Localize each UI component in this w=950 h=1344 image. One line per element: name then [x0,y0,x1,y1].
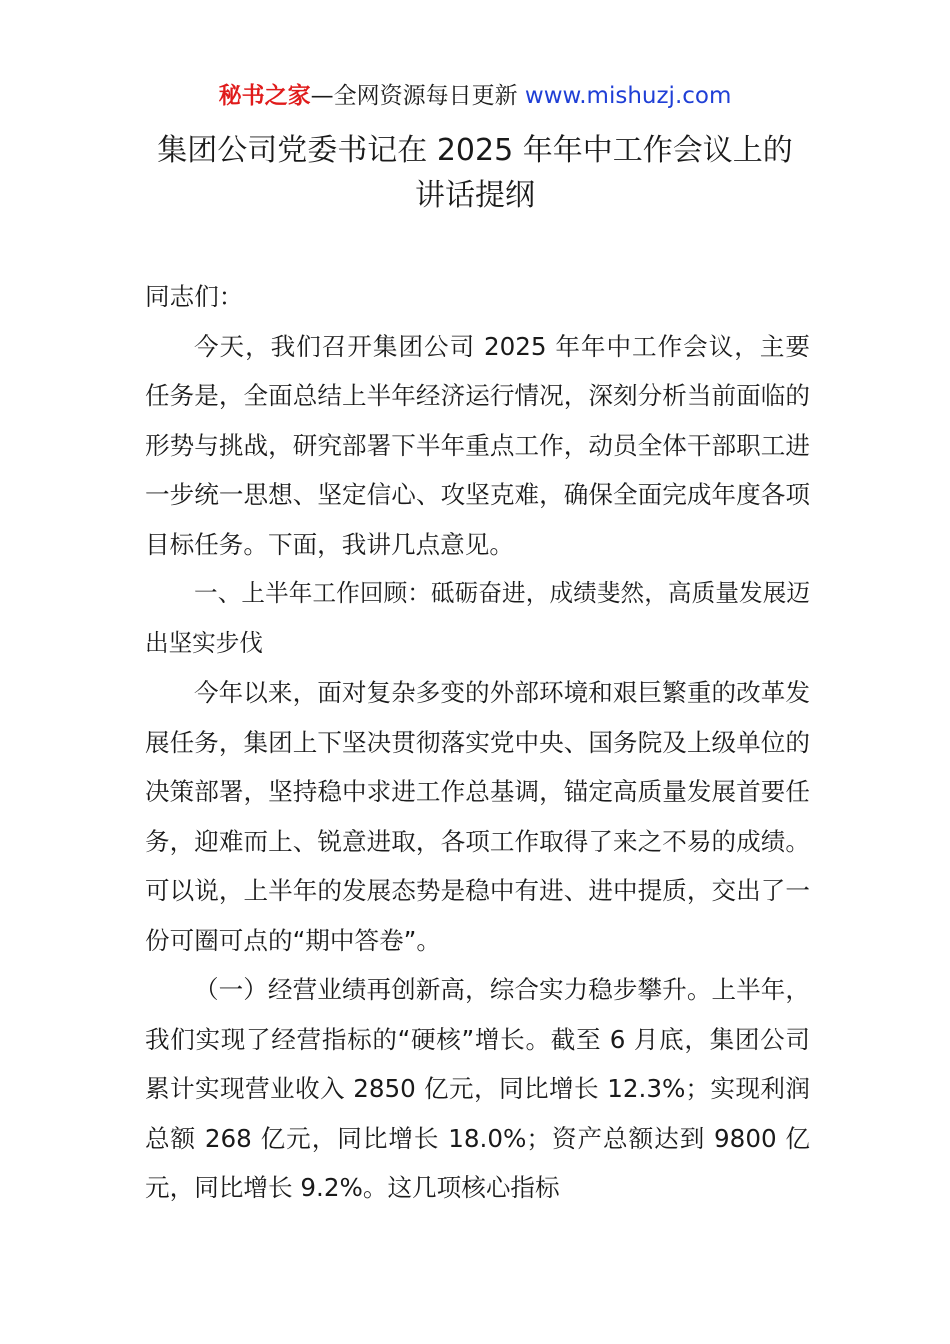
site-link[interactable]: www.mishuzj.com [524,83,732,109]
paragraph-performance: （一）经营业绩再创新高，综合实力稳步攀升。上半年，我们实现了经营指标的“硬核”增长。截至 6 月底，集团公司累计实现营业收入 2850 亿元，同比增长 12.3%；实现利润总额 268 亿元，同比增长 18.0%；资产总额达到 9800 亿元，同比增长 9.2%。这几项核心指标 [145,975,810,1202]
title-line-2: 讲话提纲 [415,178,535,213]
section-heading-1: 一、上半年工作回顾：砥砺奋进，成绩斐然，高质量发展迈出坚实步伐 [145,579,810,657]
site-header [0,80,950,112]
paragraph-intro: 今天，我们召开集团公司 2025 年年中工作会议，主要任务是，全面总结上半年经济运行情况，深刻分析当前面临的形势与挑战，研究部署下半年重点工作，动员全体干部职工进一步统一思想、坚定信心、攻坚克难，确保全面完成年度各项目标任务。下面，我讲几点意见。 [145,331,810,559]
document-title [100,128,850,218]
brand-name: 秘书之家 [218,83,311,109]
salutation: 同志们： [145,282,244,311]
document-body [145,272,810,1213]
header-tagline: —全网资源每日更新 [310,83,525,109]
title-line-1: 集团公司党委书记在 2025 年年中工作会议上的 [157,133,793,168]
paragraph-review: 今年以来，面对复杂多变的外部环境和艰巨繁重的改革发展任务，集团上下坚决贯彻落实党中央、国务院及上级单位的决策部署，坚持稳中求进工作总基调，锚定高质量发展首要任务，迎难而上、锐意进取，各项工作取得了来之不易的成绩。可以说，上半年的发展态势是稳中有进、进中提质，交出了一份可圈可点的“期中答卷”。 [145,678,810,955]
